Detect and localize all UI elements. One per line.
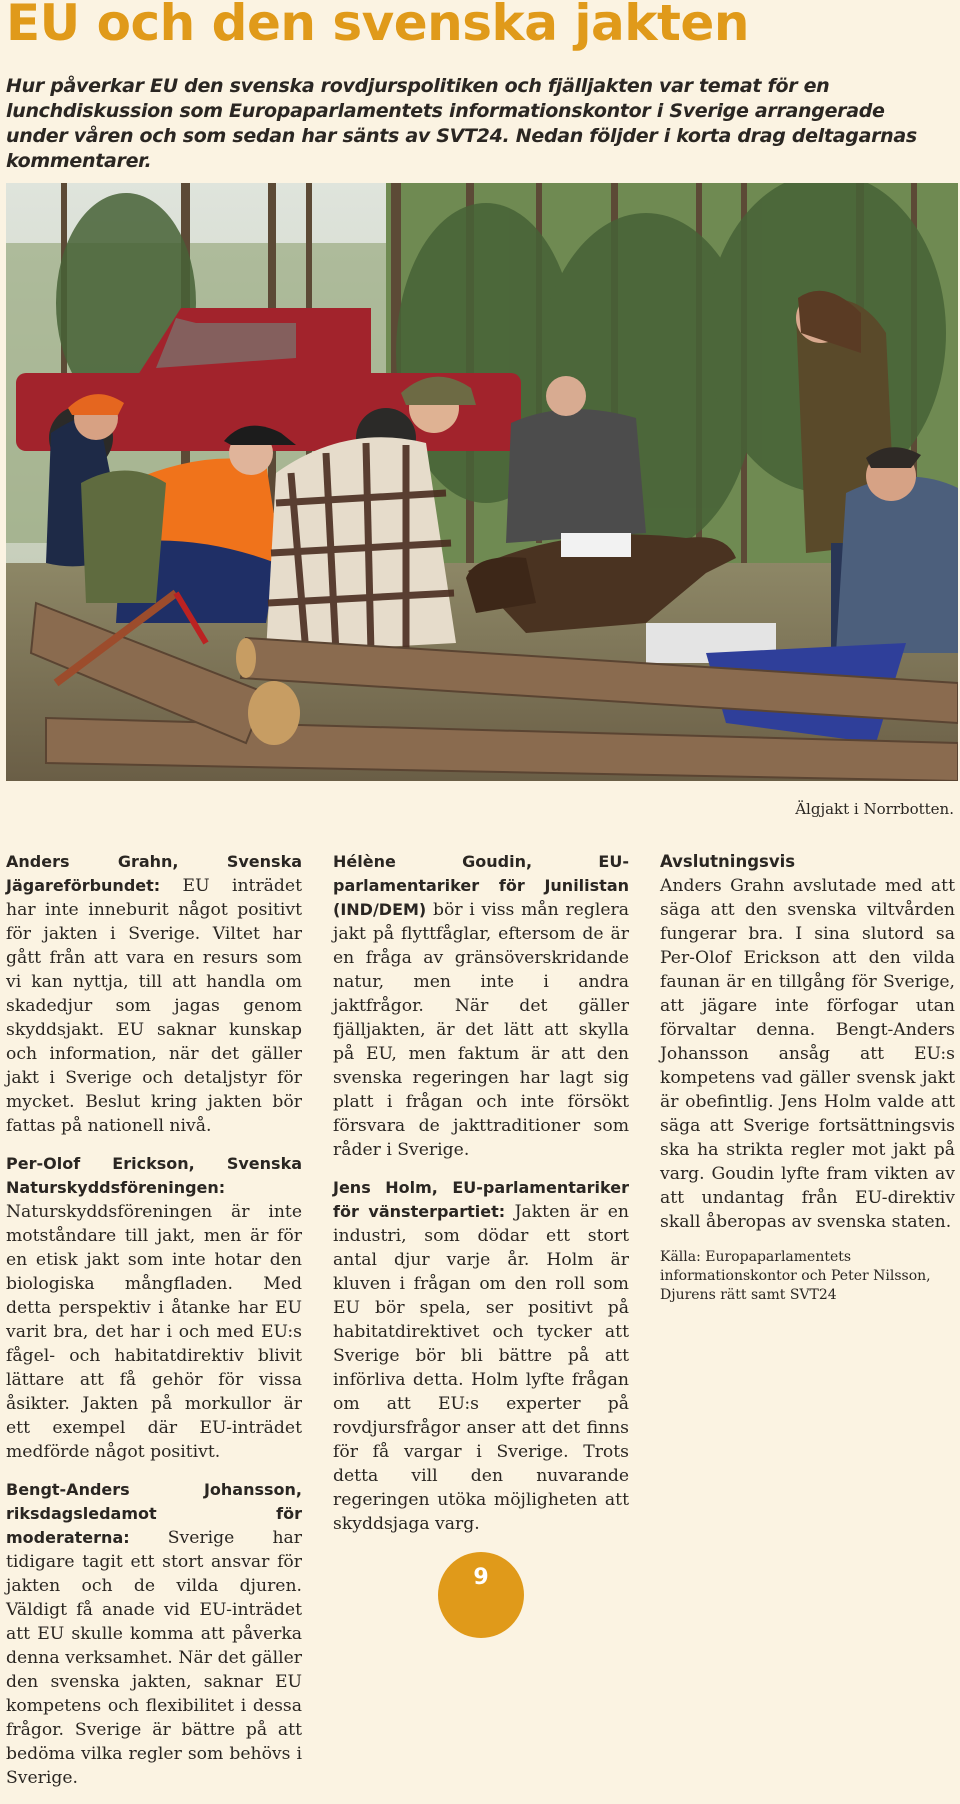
photo-caption: Älgjakt i Norrbotten. (795, 800, 954, 818)
speaker-paragraph (333, 1176, 629, 1536)
conclusion-heading: Avslutningsvis (660, 852, 796, 871)
speaker-name: Hélène Goudin, EU-parlamentariker för Junilistan (IND/DEM) (333, 852, 629, 919)
speaker-text: Sverige har tidigare tagit ett stort ansvar för jakten och de vilda djuren. Väldigt få anade vid EU-inträdet att EU skulle komma att påverka denna verksamhet. När det gäller den svenska jakten, saknar EU kompetens och flexibilitet i dessa frågor. Sverige är bättre på att bedöma vilka regler som behövs i Sverige. (6, 1528, 302, 1788)
speaker-text: EU inträdet har inte inneburit något positivt för jakten i Sverige. Viltet har gått från att vara en resurs som vi kan nyttja, till att handla om skadedjur som jagas genom skyddsjakt. EU saknar kunskap och information, när det gäller jakt i Sverige och detaljstyr för mycket. Beslut kring jakten bör fattas på nationell nivå. (6, 876, 302, 1136)
speaker-text: bör i viss mån reglera jakt på flyttfåglar, eftersom de är en fråga av gränsöverskridande natur, men inte i andra jaktfrågor. När det gäller fjälljakten, är det lätt att skylla på EU, men faktum är att den svenska regeringen har lagt sig platt i frågan och inte försökt försvara de jakttraditioner som råder i Sverige. (333, 900, 629, 1160)
page-number: 9 (438, 1552, 524, 1638)
speaker-name: Jens Holm, EU-parlamentariker för vänsterpartiet: (333, 1178, 629, 1221)
speaker-name: Anders Grahn, Svenska Jägareförbundet: (6, 852, 302, 895)
source-note: Källa: Europaparlamentets informationskontor och Peter Nilsson, Djurens rätt samt SVT24 (660, 1249, 931, 1303)
hunting-photo (6, 183, 958, 781)
speaker-paragraph (6, 1478, 302, 1790)
article-title: EU och den svenska jakten (6, 0, 749, 52)
text-column-3 (660, 850, 955, 1319)
speaker-name: Bengt-Anders Johansson, riksdagsledamot för moderaterna: (6, 1480, 302, 1547)
speaker-text: Jakten är en industri, som dödar ett stort antal djur varje år. Holm är kluven i frågan om den roll som EU bör spela, ser positivt på habitatdirektivet och tycker att Sverige bör bli bättre på att införliva detta. Holm lyfte frågan om att EU:s experter på rovdjursfrågor anser att det finns för få vargar i Sverige. Trots detta vill den nuvarande regeringen utöka möjligheten att skyddsjaga varg. (333, 1202, 629, 1534)
speaker-paragraph (6, 850, 302, 1138)
article-lead: Hur påverkar EU den svenska rovdjurspolitiken och fjälljakten var temat för en lunchdiskussion som Europaparlamentets informationskontor i Sverige arrangerade under våren och som sedan har sänts av SVT24. Nedan följder i korta drag deltagarnas kommentarer. (6, 75, 917, 172)
speaker-text: Naturskyddsföreningen är inte motståndare till jakt, men är för en etisk jakt som inte hotar den biologiska mångfladen. Med detta perspektiv i åtanke har EU varit bra, det har i och med EU:s fågel- och habitatdirektiv blivit lättare att få gehör för vissa åsikter. Jakten på morkullor är ett exempel där EU-inträdet medförde något positivt. (6, 1202, 302, 1462)
speaker-name: Per-Olof Erickson, Svenska Naturskyddsföreningen: (6, 1154, 302, 1197)
text-column-2 (333, 850, 629, 1550)
conclusion-paragraph (660, 850, 955, 1234)
text-column-1 (6, 850, 302, 1804)
conclusion-text: Anders Grahn avslutade med att säga att den svenska viltvården fungerar bra. I sina slutord sa Per-Olof Erickson att den vilda faunan är en tillgång för Sverige, att jägare inte förfogar utan förvaltar denna. Bengt-Anders Johansson ansåg att EU:s kompetens vad gäller svensk jakt är obefintlig. Jens Holm valde att säga att Sverige fortsättningsvis ska ha strikta regler mot jakt på varg. Goudin lyfte fram vikten av att undantag från EU-direktiv skall åberopas av svenska staten. (660, 876, 955, 1232)
speaker-paragraph (333, 850, 629, 1162)
speaker-paragraph (6, 1152, 302, 1464)
